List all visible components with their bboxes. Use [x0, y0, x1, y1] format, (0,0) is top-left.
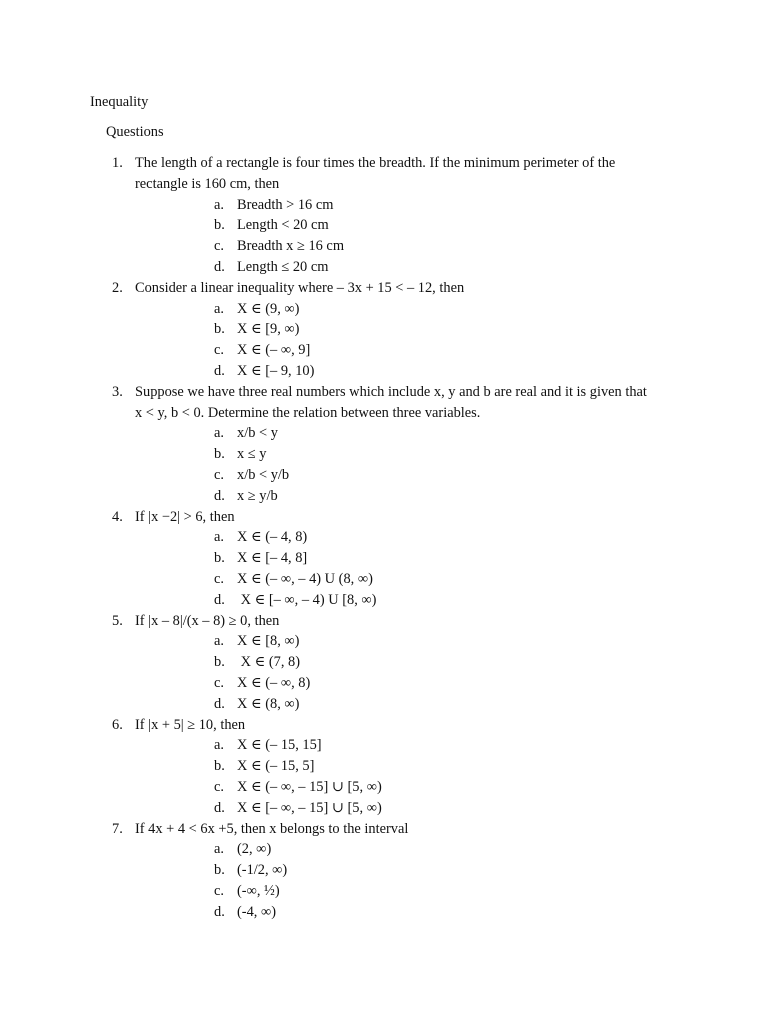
- option-letter: c.: [214, 467, 224, 483]
- option-text: x ≥ y/b: [237, 487, 278, 504]
- option-letter: b.: [214, 321, 225, 338]
- option-text: x ≤ y: [237, 446, 267, 463]
- option-letter: a.: [214, 841, 224, 858]
- question-text: If |x −2| > 6, then: [135, 508, 235, 525]
- option-letter: d.: [214, 363, 225, 379]
- option-letter: a.: [214, 425, 224, 442]
- option-text: X ∈ (– 15, 15]: [237, 737, 322, 754]
- question-text: Suppose we have three real numbers which include x, y and b are real and it is given that: [135, 383, 647, 400]
- question-number: 5.: [112, 612, 123, 629]
- option-text: X ∈ (– ∞, 9]: [237, 342, 311, 359]
- option-letter: a.: [214, 529, 224, 546]
- question-number: 1.: [112, 155, 123, 171]
- option-letter: c.: [214, 883, 224, 899]
- option-letter: b.: [214, 446, 225, 463]
- question-number: 4.: [112, 508, 123, 525]
- option-text: X ∈ [– ∞, – 4) U [8, ∞): [237, 591, 377, 608]
- option-text: (-∞, ½): [237, 883, 280, 899]
- option-text: X ∈ [9, ∞): [237, 321, 300, 338]
- option-text: X ∈ (7, 8): [237, 654, 301, 671]
- option-text: x/b < y: [237, 425, 278, 442]
- question-number: 7.: [112, 820, 123, 837]
- question-text: Consider a linear inequality where – 3x + 15 < – 12, then: [135, 279, 465, 296]
- question-text: The length of a rectangle is four times the breadth. If the minimum perimeter of the: [135, 155, 616, 171]
- option-text: (-4, ∞): [237, 903, 277, 920]
- option-text: X ∈ [– 9, 10): [237, 363, 315, 379]
- question-number: 2.: [112, 279, 123, 296]
- option-letter: b.: [214, 550, 225, 567]
- question-number: 6.: [112, 716, 123, 733]
- option-text: X ∈ (9, ∞): [237, 300, 300, 317]
- question-text: If 4x + 4 < 6x +5, then x belongs to the interval: [135, 820, 409, 837]
- option-text: X ∈ (8, ∞): [237, 695, 300, 712]
- option-letter: d.: [214, 799, 225, 816]
- option-letter: a.: [214, 633, 224, 650]
- option-letter: b.: [214, 862, 225, 879]
- option-text: X ∈ (– ∞, – 4) U (8, ∞): [237, 571, 373, 587]
- option-letter: c.: [214, 342, 224, 359]
- question-text: x < y, b < 0. Determine the relation between three variables.: [135, 404, 481, 421]
- option-letter: d.: [214, 695, 225, 712]
- option-letter: d.: [214, 903, 225, 920]
- option-letter: d.: [214, 591, 225, 608]
- option-letter: a.: [214, 737, 224, 754]
- option-text: Length ≤ 20 cm: [237, 259, 329, 275]
- question-text: rectangle is 160 cm, then: [135, 175, 280, 192]
- option-text: X ∈ (– 15, 5]: [237, 758, 315, 775]
- option-text: Breadth x ≥ 16 cm: [237, 238, 345, 255]
- option-letter: d.: [214, 259, 225, 275]
- document-title: Inequality: [90, 94, 149, 110]
- question-text: If |x – 8|/(x – 8) ≥ 0, then: [135, 612, 280, 629]
- option-text: X ∈ (– ∞, 8): [237, 675, 311, 691]
- option-letter: c.: [214, 675, 224, 691]
- question-number: 3.: [112, 383, 123, 400]
- option-letter: a.: [214, 196, 224, 213]
- option-text: X ∈ (– ∞, – 15] ∪ [5, ∞): [237, 779, 382, 795]
- option-text: (-1/2, ∞): [237, 862, 288, 879]
- option-text: x/b < y/b: [237, 467, 290, 483]
- option-letter: a.: [214, 300, 224, 317]
- option-letter: c.: [214, 238, 224, 255]
- option-letter: c.: [214, 571, 224, 587]
- option-letter: b.: [214, 217, 225, 234]
- option-text: X ∈ [– ∞, – 15] ∪ [5, ∞): [237, 799, 382, 816]
- option-text: X ∈ [8, ∞): [237, 633, 300, 650]
- option-text: Breadth > 16 cm: [237, 196, 334, 213]
- option-letter: d.: [214, 487, 225, 504]
- option-text: (2, ∞): [237, 841, 272, 858]
- option-letter: b.: [214, 654, 225, 671]
- option-letter: c.: [214, 779, 224, 795]
- option-letter: b.: [214, 758, 225, 775]
- section-heading: Questions: [106, 124, 164, 140]
- option-text: Length < 20 cm: [237, 217, 329, 234]
- option-text: X ∈ (– 4, 8): [237, 529, 308, 546]
- option-text: X ∈ [– 4, 8]: [237, 550, 308, 567]
- question-text: If |x + 5| ≥ 10, then: [135, 716, 246, 733]
